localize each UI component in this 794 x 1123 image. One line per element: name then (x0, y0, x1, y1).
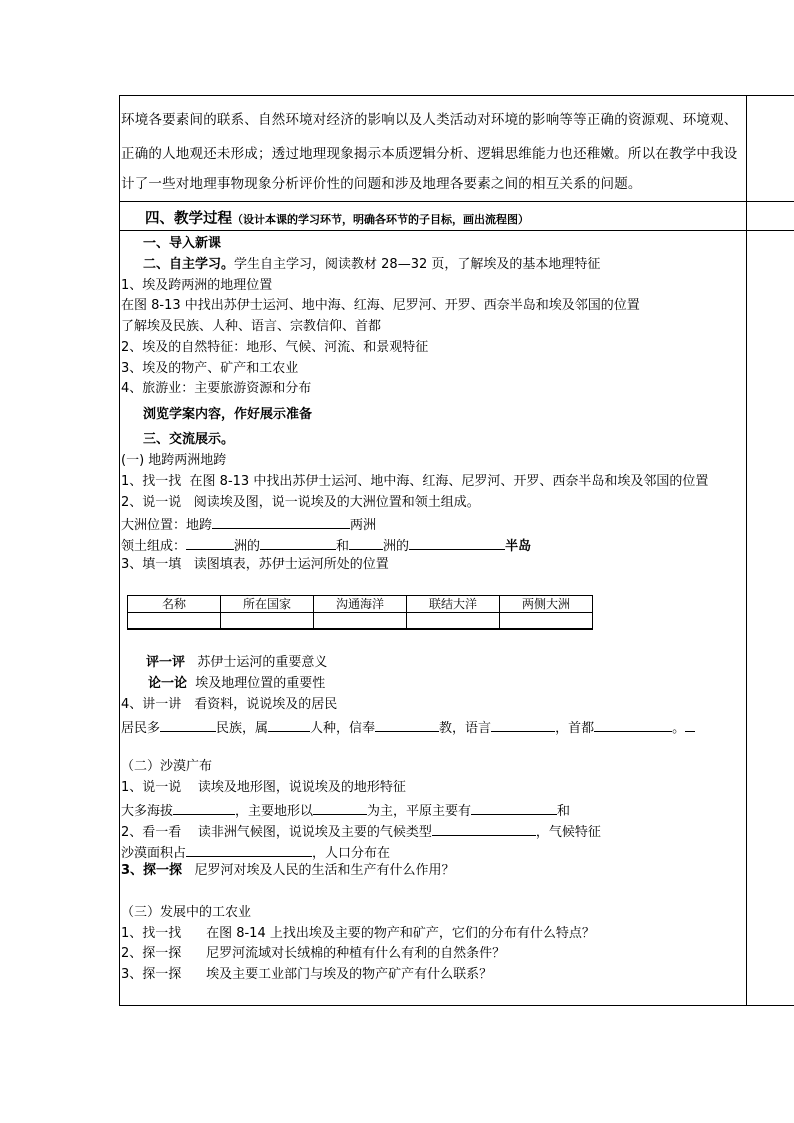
table-header: 联结大洋 (407, 596, 500, 613)
intro-line: 正确的人地观还未形成；透过地理现象揭示本质逻辑分析、逻辑思维能力也还稚嫩。所以在教学中我设 (121, 146, 738, 162)
activity-text: 在图 8-13 中找出苏伊士运河、地中海、红海、尼罗河、开罗、西奈半岛和埃及邻国的位置 (189, 474, 709, 489)
table-cell[interactable] (221, 613, 314, 630)
fill-blank[interactable] (491, 718, 555, 732)
step-exchange: 三、交流展示。 (143, 432, 235, 447)
fill-blank[interactable] (594, 718, 672, 732)
activity-label: 论一论 (148, 676, 188, 691)
fill-text: 。 (672, 721, 686, 736)
subsection-title: （三）发展中的工农业 (121, 905, 252, 920)
fill-blank[interactable] (173, 801, 235, 815)
fill-text: 沙漠面积占 (121, 846, 187, 861)
fill-text: 大多海拔 (121, 804, 174, 819)
intro-line: 计了一些对地理事物现象分析评价性的问题和涉及地理各要素之间的相互关系的问题。 (121, 176, 642, 192)
fill-text: 和 (557, 804, 571, 819)
table-cell[interactable] (407, 613, 500, 630)
fill-blank[interactable] (432, 822, 536, 836)
row-divider (119, 201, 794, 202)
section-note: （设计本课的学习环节，明确各环节的子目标，画出流程图） (232, 213, 529, 226)
section-heading (145, 211, 529, 228)
fill-text: 大洲位置：地跨 (121, 518, 213, 533)
fill-text: ，首都 (555, 721, 595, 736)
question (121, 946, 505, 962)
fill-blank[interactable] (471, 801, 557, 815)
activity-label: 3、填一填 (121, 557, 182, 572)
fill-blank (685, 718, 695, 732)
activity-text: 阅读埃及图，说一说埃及的大洲位置和领土组成。 (193, 495, 480, 510)
fill-blank[interactable] (268, 718, 310, 732)
fill-text: 为主，平原主要有 (367, 804, 472, 819)
fill-text: 两洲 (350, 518, 377, 533)
question (121, 967, 492, 983)
table-border-left (119, 95, 120, 1006)
activity-find (121, 474, 708, 490)
territory-fill-line (121, 536, 531, 555)
fill-text: 教，语言 (439, 721, 492, 736)
continent-fill-line (121, 515, 376, 534)
activity-text: 读图填表，苏伊士运河所处的位置 (193, 557, 389, 572)
fill-text: ，主要地形以 (235, 804, 314, 819)
residents-fill-line (121, 718, 695, 737)
activity-say (121, 495, 480, 511)
list-item: 2、埃及的自然特征：地形、气候、河流、和景观特征 (121, 340, 429, 355)
fill-blank[interactable] (160, 718, 216, 732)
table-cell[interactable] (314, 613, 407, 630)
activity-text: 读非洲气候图，说说埃及主要的气候类型 (197, 825, 432, 840)
table-cell[interactable] (128, 613, 221, 630)
activity-text: 读埃及地形图，说说埃及的地形特征 (197, 780, 406, 795)
fill-blank[interactable] (313, 801, 367, 815)
activity-text: 苏伊士运河的重要意义 (197, 655, 328, 670)
activity-label: 3、探一探 (121, 863, 183, 878)
activity-look (121, 822, 601, 841)
activity-label: 1、找一找 (121, 926, 182, 941)
activity-label: 2、看一看 (121, 825, 182, 840)
list-item: 4、旅游业：主要旅游资源和分布 (121, 381, 312, 396)
table-border-bottom (119, 1005, 794, 1006)
activity-label: 评一评 (146, 655, 186, 670)
fill-blank[interactable] (375, 718, 439, 732)
fill-text: ，人口分布在 (312, 846, 391, 861)
fill-blank[interactable] (186, 843, 312, 857)
self-study-title: 二、自主学习。 (143, 257, 235, 272)
fill-text: ，气候特征 (535, 825, 601, 840)
step-self-study (143, 257, 600, 273)
activity-label: 3、探一探 (121, 967, 182, 982)
activity-text: 埃及地理位置的重要性 (195, 676, 326, 691)
fill-blank[interactable] (212, 515, 350, 529)
activity-text: 在图 8-14 上找出埃及主要的物产和矿产，它们的分布有什么特点？ (206, 926, 595, 941)
table-header: 两侧大洲 (500, 596, 593, 613)
activity-fill (121, 557, 389, 573)
fill-text: 半岛 (505, 539, 532, 554)
question (121, 926, 595, 942)
table-header: 沟通海洋 (314, 596, 407, 613)
fill-text: 洲的 (234, 539, 261, 554)
activity-tell: 4、讲一讲 看资料，说说埃及的居民 (121, 697, 338, 712)
fill-text: 和 (336, 539, 350, 554)
fill-text: 居民多 (121, 721, 161, 736)
browse-note: 浏览学案内容，作好展示准备 (143, 407, 313, 422)
list-item: 1、埃及跨两洲的地理位置 (121, 278, 273, 293)
row-divider (119, 230, 794, 231)
fill-blank[interactable] (186, 536, 234, 550)
activity-text: 埃及主要工业部门与埃及的物产矿产有什么联系？ (206, 967, 493, 982)
table-header: 所在国家 (221, 596, 314, 613)
canal-table (127, 595, 593, 630)
activity-explore (121, 863, 454, 879)
activity-text: 尼罗河流域对长绒棉的种植有什么有利的自然条件？ (206, 946, 506, 961)
activity-label: 2、探一探 (121, 946, 182, 961)
activity-label: 1、找一找 (121, 474, 182, 489)
intro-line: 环境各要素间的联系、自然环境对经济的影响以及人类活动对环境的影响等等正确的资源观、环境观、 (121, 112, 738, 128)
fill-text: 民族，属 (216, 721, 269, 736)
table-header: 名称 (128, 596, 221, 613)
activity-label: 2、说一说 (121, 495, 182, 510)
table-border-top (119, 95, 794, 96)
list-item: 在图 8-13 中找出苏伊士运河、地中海、红海、尼罗河、开罗、西奈半岛和埃及邻国的位置 (121, 298, 640, 313)
fill-blank[interactable] (409, 536, 505, 550)
fill-blank[interactable] (260, 536, 336, 550)
list-item: 3、埃及的物产、矿产和工农业 (121, 361, 299, 376)
step-intro-new: 一、导入新课 (143, 236, 222, 251)
activity-label: 1、说一说 (121, 780, 182, 795)
fill-blank[interactable] (349, 536, 383, 550)
self-study-text: 学生自主学习，阅读教材 28—32 页，了解埃及的基本地理特征 (234, 257, 601, 272)
subsection-title: （二）沙漠广布 (121, 759, 213, 774)
fill-text: 人种，信奉 (310, 721, 376, 736)
activity-say (121, 780, 406, 796)
activity-text: 尼罗河对埃及人民的生活和生产有什么作用？ (194, 863, 455, 878)
list-item: 了解埃及民族、人种、语言、宗教信仰、首都 (121, 319, 382, 334)
activity-discuss (148, 676, 325, 692)
section-title: 四、教学过程 (145, 211, 232, 227)
terrain-fill-line (121, 801, 570, 820)
fill-text: 洲的 (383, 539, 410, 554)
table-border-inner (746, 95, 747, 1006)
table-cell[interactable] (500, 613, 593, 630)
activity-evaluate (146, 655, 327, 671)
subsection-title: (一) 地跨两洲地跨 (121, 453, 227, 468)
desert-fill-line (121, 843, 390, 862)
fill-text: 领土组成： (121, 539, 187, 554)
